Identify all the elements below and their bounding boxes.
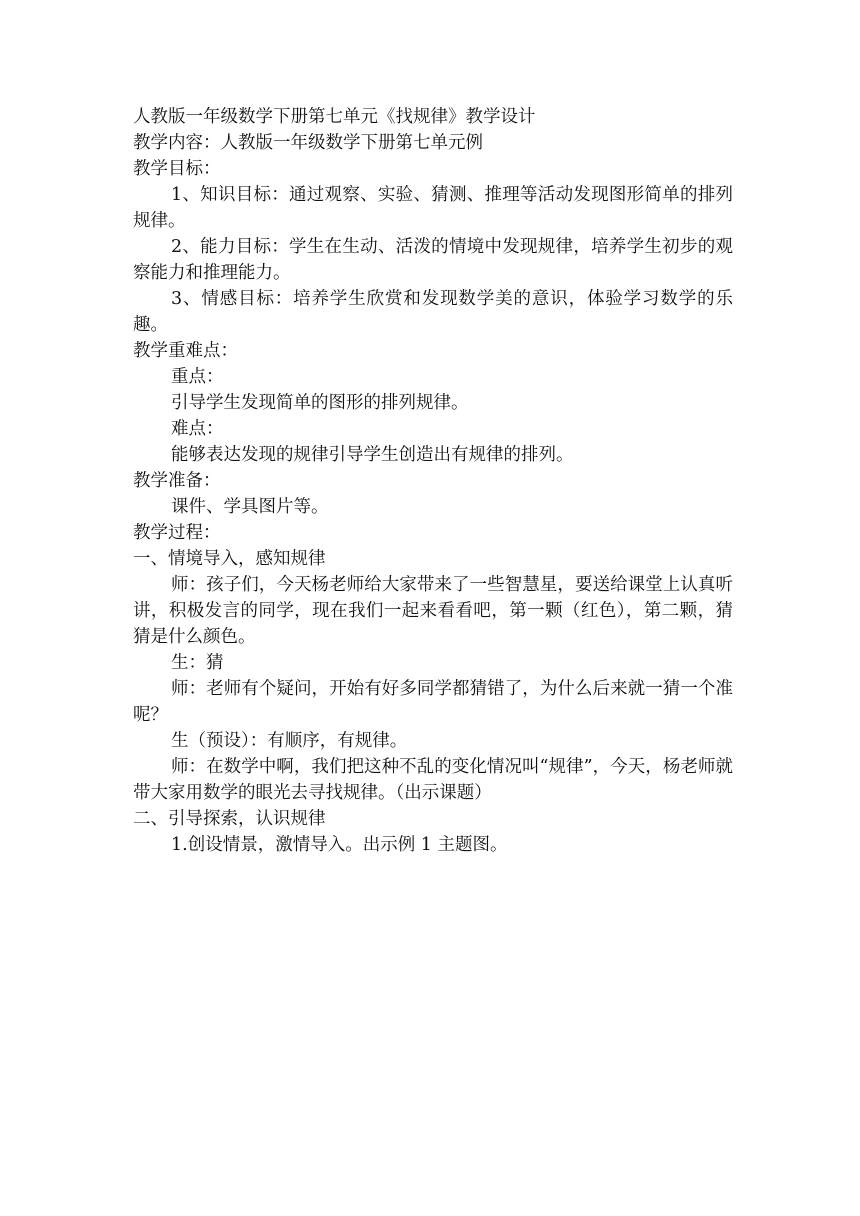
teacher-dialog-3: 师：在数学中啊，我们把这种不乱的变化情况叫“规律”，今天，杨老师就带大家用数学的眼光去寻找规律。（出示课题） xyxy=(133,757,733,803)
objective-emotion: 3、情感目标：培养学生欣赏和发现数学美的意识，体验学习数学的乐趣。 xyxy=(133,289,733,335)
teacher-dialog-1: 师：孩子们，今天杨老师给大家带来了一些智慧星，要送给课堂上认真听讲，积极发言的同学，现在我们一起来看看吧，第一颗（红色），第二颗，猜猜是什么颜色。 xyxy=(133,575,733,647)
preparation-text: 课件、学具图片等。 xyxy=(171,497,329,517)
key-point-text: 引导学生发现简单的图形的排列规律。 xyxy=(171,393,469,413)
section-2-heading: 二、引导探索，认识规律 xyxy=(133,809,326,829)
document-title: 人教版一年级数学下册第七单元《找规律》教学设计 xyxy=(133,107,536,127)
key-point-label: 重点： xyxy=(171,367,224,387)
student-dialog-1: 生：猜 xyxy=(171,653,224,673)
teacher-dialog-2: 师：老师有个疑问，开始有好多同学都猜错了，为什么后来就一猜一个准呢？ xyxy=(133,679,733,725)
objectives-heading: 教学目标： xyxy=(133,159,221,179)
student-dialog-2: 生（预设）：有顺序，有规律。 xyxy=(171,731,408,751)
difficulty-label: 难点： xyxy=(171,419,224,439)
section-1-heading: 一、情境导入，感知规律 xyxy=(133,549,326,569)
teaching-content-line: 教学内容：人教版一年级数学下册第七单元例 xyxy=(133,133,483,153)
objective-ability: 2、能力目标：学生在生动、活泼的情境中发现规律，培养学生初步的观察能力和推理能力。 xyxy=(133,237,733,283)
process-heading: 教学过程： xyxy=(133,523,221,543)
objective-knowledge: 1、知识目标：通过观察、实验、猜测、推理等活动发现图形简单的排列规律。 xyxy=(133,185,733,231)
key-points-heading: 教学重难点： xyxy=(133,341,238,361)
step-1-text: 1.创设情景，激情导入。出示例 1 主题图。 xyxy=(171,835,508,855)
difficulty-text: 能够表达发现的规律引导学生创造出有规律的排列。 xyxy=(171,445,574,465)
document-body xyxy=(133,104,733,858)
preparation-heading: 教学准备： xyxy=(133,471,221,491)
